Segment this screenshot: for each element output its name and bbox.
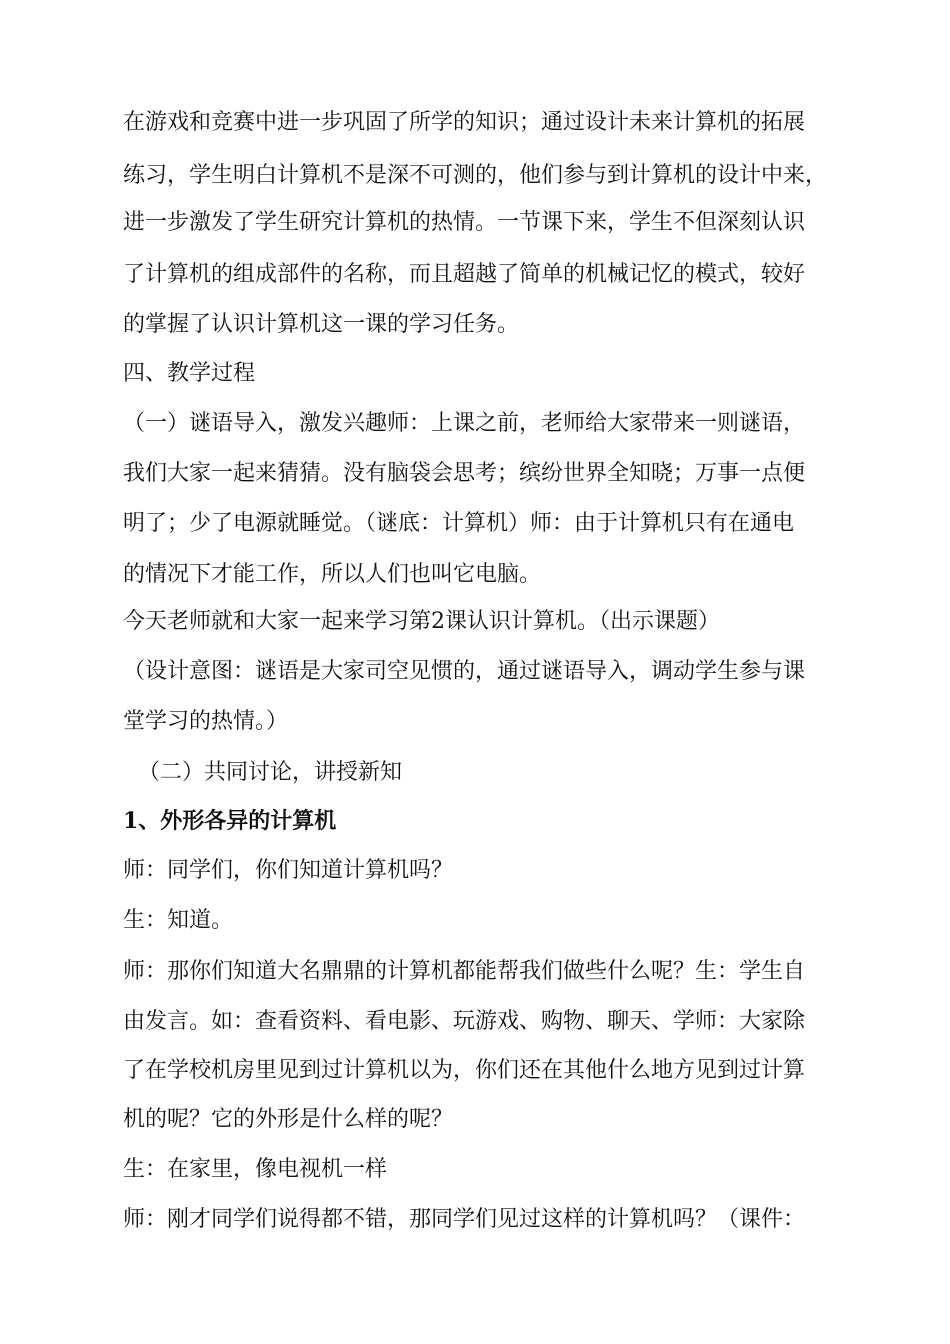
text-line: （设计意图：谜语是大家司空见惯的，通过谜语导入，调动学生参与课 [123, 659, 806, 684]
text-line: 了计算机的组成部件的名称，而且超越了简单的机械记忆的模式，较好 [123, 262, 806, 287]
text-line: 由发言。如：查看资料、看电影、玩游戏、购物、聊天、学师：大家除 [123, 1009, 806, 1034]
text-line: 今天老师就和大家一起来学习第2课认识计算机。（出示课题） [123, 609, 720, 634]
text-line: 生：知道。 [123, 908, 234, 933]
text-line: 练习，学生明白计算机不是深不可测的，他们参与到计算机的设计中来， [123, 163, 828, 188]
text-line: 的情况下才能工作，所以人们也叫它电脑。 [123, 562, 542, 587]
text-line: 师：同学们，你们知道计算机吗？ [123, 858, 454, 883]
text-line: 师：那你们知道大名鼎鼎的计算机都能帮我们做些什么呢？生：学生自 [123, 959, 806, 984]
text-line: 堂学习的热情。） [123, 709, 289, 734]
text-line: 生：在家里，像电视机一样 [123, 1157, 388, 1182]
text-line: 明了；少了电源就睡觉。（谜底：计算机）师：由于计算机只有在通电 [123, 511, 795, 536]
text-line: 的掌握了认识计算机这一课的学习任务。 [123, 312, 520, 337]
subsection-heading: （二）共同讨论，讲授新知 [138, 760, 403, 785]
text-line: （一）谜语导入，激发兴趣师：上课之前，老师给大家带来一则谜语， [123, 411, 806, 436]
text-line: 在游戏和竞赛中进一步巩固了所学的知识；通过设计未来计算机的拓展 [123, 110, 806, 135]
item-heading: 1、外形各异的计算机 [123, 808, 337, 834]
text-line: 师：刚才同学们说得都不错，那同学们见过这样的计算机吗？（课件： [123, 1207, 806, 1232]
text-line: 机的呢？它的外形是什么样的呢？ [123, 1107, 454, 1132]
text-line: 我们大家一起来猜猜。没有脑袋会思考；缤纷世界全知晓；万事一点便 [123, 461, 806, 486]
text-line: 进一步激发了学生研究计算机的热情。一节课下来，学生不但深刻认识 [123, 210, 806, 235]
section-heading: 四、教学过程 [123, 361, 256, 386]
text-line: 了在学校机房里见到过计算机以为，你们还在其他什么地方见到过计算 [123, 1058, 806, 1083]
